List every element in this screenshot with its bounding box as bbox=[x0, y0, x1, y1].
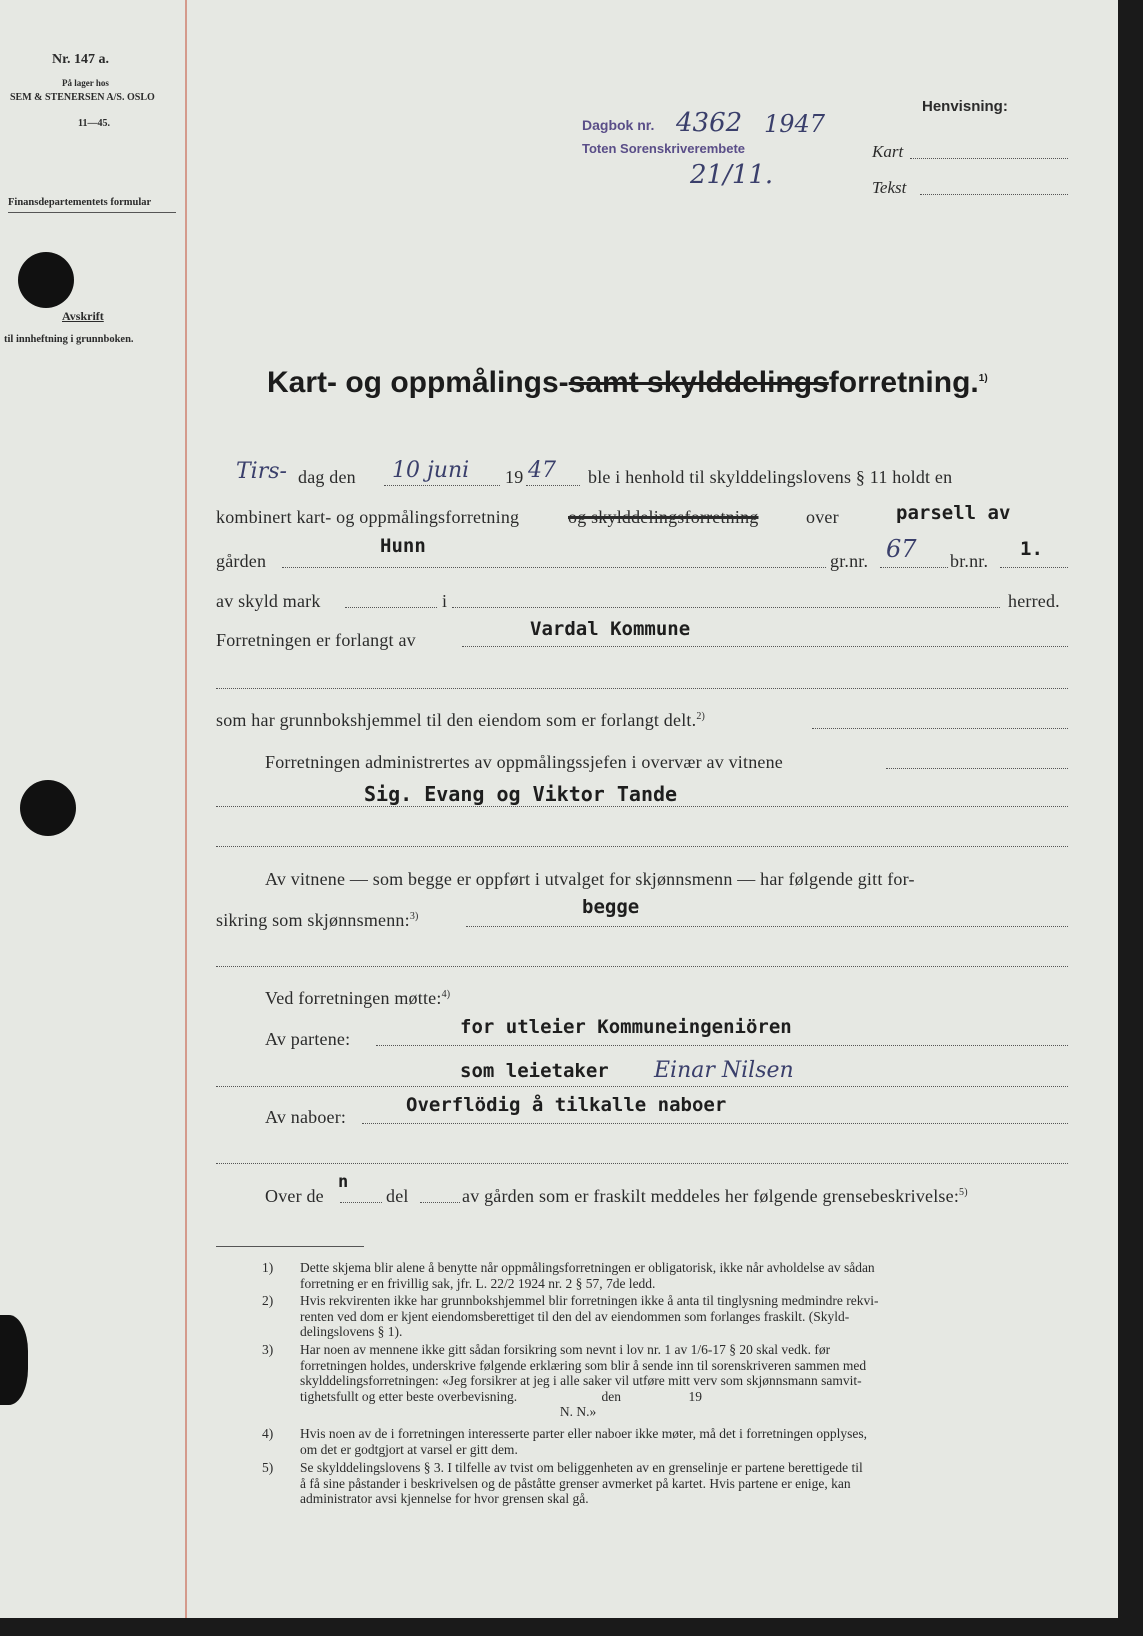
title-deed-label: som har grunnbokshjemmel til den eiendom som er forlangt delt. bbox=[216, 710, 697, 730]
footnote-line: N. N.» bbox=[300, 1404, 597, 1419]
form-type: Finansdepartementets formular bbox=[8, 197, 152, 208]
publisher-line: På lager hos bbox=[62, 78, 109, 88]
district-field bbox=[452, 607, 1000, 608]
footnote-line: Dette skjema blir alene å benytte når oppmålingsforretningen er obligatorisk, ikke når avholdelse av sådan bbox=[300, 1260, 875, 1275]
journal-date: 21/11. bbox=[690, 160, 774, 190]
punch-hole-icon bbox=[20, 780, 76, 836]
boundary-label: av gården som er fraskilt meddeles her følgende grensebeskrivelse: bbox=[462, 1186, 960, 1206]
year-prefix: 19 bbox=[505, 467, 524, 487]
text-field bbox=[920, 194, 1068, 195]
footnote bbox=[262, 1460, 1070, 1507]
over-label: over bbox=[806, 507, 839, 527]
journal-label: Dagbok nr. bbox=[582, 117, 655, 133]
requested-field bbox=[462, 646, 1068, 647]
footnote-number: 2) bbox=[262, 1293, 274, 1308]
footnote-number: 1) bbox=[262, 1260, 274, 1275]
neighbours-value: Overflödig å tilkalle naboer bbox=[406, 1094, 727, 1116]
boundary-note: 5) bbox=[959, 1187, 968, 1198]
day-label: dag den bbox=[298, 467, 356, 487]
attendance-text bbox=[265, 988, 450, 1009]
district-label: herred. bbox=[1008, 591, 1060, 611]
parties-line: for utleier Kommuneingeniören bbox=[460, 1016, 792, 1038]
part-label: del bbox=[386, 1186, 409, 1206]
punch-hole-icon bbox=[18, 252, 74, 308]
title-part: Kart- og oppmålings- bbox=[267, 366, 569, 399]
oath-text bbox=[216, 910, 419, 931]
title-deed-text bbox=[216, 710, 705, 731]
bnr-label: br.nr. bbox=[950, 551, 989, 571]
footnote-line: skylddelingsforretningen: «Jeg forsikrer at jeg i alle saker vil utføre mitt verv som skjønnsmann samvit- bbox=[300, 1373, 862, 1388]
footnote-line: renten ved dom er kjent eiendomsberettiget til den del av eiendommen som forlanges fraskilt. (Skyld- bbox=[300, 1308, 850, 1324]
form-number: Nr. 147 a. bbox=[52, 52, 110, 67]
year-field bbox=[526, 485, 580, 486]
parcel-value: parsell av bbox=[896, 502, 1011, 524]
title-note: 1) bbox=[978, 373, 988, 384]
text-label: Tekst bbox=[872, 178, 907, 197]
blank-line bbox=[216, 846, 1068, 847]
oath-label: sikring som skjønnsmenn: bbox=[216, 910, 410, 930]
neighbours-label: Av naboer: bbox=[265, 1107, 347, 1127]
journal-number: 4362 bbox=[676, 108, 743, 138]
form-type-rule bbox=[8, 212, 176, 213]
gnr-field bbox=[880, 567, 948, 568]
title-deed-note: 2) bbox=[696, 711, 706, 722]
parties-label: Av partene: bbox=[265, 1029, 351, 1049]
witness-field bbox=[216, 806, 1068, 807]
over-de-label: Over de bbox=[265, 1186, 324, 1206]
punch-hole-icon bbox=[0, 1315, 28, 1405]
document-title bbox=[267, 366, 988, 400]
bnr-value: 1. bbox=[1020, 538, 1043, 560]
requested-label: Forretningen er forlangt av bbox=[216, 630, 416, 650]
parties-handwritten: Einar Nilsen bbox=[654, 1058, 794, 1083]
witness-oath-text: Av vitnene — som begge er oppført i utvalget for skjønnsmenn — har følgende gitt for- bbox=[265, 869, 915, 889]
reference-heading: Henvisning: bbox=[922, 98, 1008, 115]
boundary-text bbox=[462, 1186, 968, 1207]
combined-text: kombinert kart- og oppmålingsforretning bbox=[216, 507, 520, 527]
part-field bbox=[420, 1202, 460, 1203]
title-struck: samt skylddelings bbox=[568, 366, 829, 399]
map-field bbox=[910, 158, 1068, 159]
publisher-name: SEM & STENERSEN A/S. OSLO bbox=[10, 92, 155, 103]
footnote-number: 3) bbox=[262, 1342, 274, 1357]
administration-field bbox=[886, 768, 1068, 769]
footnote-line: forretningen holdes, underskrive følgende erklæring som blir å sende inn til sorenskriveren sammen med bbox=[300, 1357, 867, 1373]
gnr-value: 67 bbox=[886, 535, 917, 563]
footnote-line: Har noen av mennene ikke gitt sådan forsikring som nevnt i lov nr. 1 av 1/6-17 § 20 skal vedk. før bbox=[300, 1342, 831, 1357]
footnote-line: administrator avsi kjennelse for hvor grensen skal gå. bbox=[300, 1491, 589, 1506]
neighbours-field bbox=[362, 1123, 1068, 1124]
date-value: 10 juni bbox=[392, 458, 470, 483]
oath-note: 3) bbox=[409, 911, 419, 922]
year-value: 47 bbox=[528, 458, 556, 483]
footnote bbox=[262, 1342, 1070, 1420]
gnr-label: gr.nr. bbox=[830, 551, 869, 571]
copy-note: til innheftning i grunnboken. bbox=[4, 334, 134, 345]
footnote-line: å få sine påstander i beskrivelsen og de påståtte grenser avmerket på kartet. Hvis partene er enige, kan bbox=[300, 1475, 851, 1491]
copy-title: Avskrift bbox=[62, 309, 104, 323]
requested-by: Vardal Kommune bbox=[530, 618, 691, 640]
footnote-line: forretning er en frivillig sak, jfr. L. 22/2 1924 nr. 2 § 57, 7de ledd. bbox=[300, 1275, 656, 1291]
farm-field bbox=[282, 567, 826, 568]
over-de-suffix: n bbox=[338, 1172, 349, 1192]
legal-basis-text: ble i henhold til skylddelingslovens § 11 holdt en bbox=[588, 467, 953, 487]
journal-year: 1947 bbox=[764, 110, 826, 138]
court-name: Toten Sorenskriverembete bbox=[582, 141, 746, 156]
blank-line bbox=[216, 966, 1068, 967]
footnote-line: om det er godtgjort at varsel er gitt dem. bbox=[300, 1441, 518, 1457]
date-field bbox=[384, 485, 500, 486]
in-label: i bbox=[442, 591, 448, 611]
assessment-label: av skyld mark bbox=[216, 591, 321, 611]
footnote bbox=[262, 1293, 1070, 1340]
blank-line bbox=[216, 1163, 1068, 1164]
weekday-value: Tirs- bbox=[236, 459, 287, 484]
attendance-note: 4) bbox=[441, 989, 451, 1000]
footnote-rule bbox=[216, 1246, 364, 1247]
bnr-field bbox=[1000, 567, 1068, 568]
oath-value: begge bbox=[582, 896, 640, 918]
witness-names: Sig. Evang og Viktor Tande bbox=[364, 782, 678, 806]
parties-field bbox=[216, 1086, 1068, 1087]
footnote-line: Hvis rekvirenten ikke har grunnbokshjemmel blir forretningen ikke å anta til tinglysning medmindre rekvi- bbox=[300, 1293, 879, 1308]
footnote-line: Hvis noen av de i forretningen interesserte parter eller naboer ikke møter, må det i forretningen opplyses, bbox=[300, 1426, 868, 1441]
margin-rule bbox=[185, 0, 187, 1618]
title-deed-field bbox=[812, 728, 1068, 729]
footnote-line: delingslovens § 1). bbox=[300, 1324, 403, 1339]
footnote-number: 5) bbox=[262, 1460, 274, 1475]
footnote-line: tighetsfullt og etter beste overbevisning. den 19 bbox=[300, 1388, 702, 1404]
footnote bbox=[262, 1260, 1070, 1291]
parties-line: som leietaker bbox=[460, 1060, 609, 1082]
fraction-field bbox=[340, 1202, 382, 1203]
form-date: 11—45. bbox=[78, 118, 110, 129]
title-part: forretning. bbox=[828, 366, 979, 399]
oath-field bbox=[466, 926, 1068, 927]
footnote-number: 4) bbox=[262, 1426, 274, 1441]
attendance-label: Ved forretningen møtte: bbox=[265, 988, 442, 1008]
assessment-field bbox=[345, 607, 437, 608]
farm-label: gården bbox=[216, 551, 267, 571]
blank-line bbox=[216, 688, 1068, 689]
farm-name: Hunn bbox=[380, 535, 426, 557]
footnote-line: Se skylddelingslovens § 3. I tilfelle av tvist om beliggenheten av en grenselinje er partene berettigede til bbox=[300, 1460, 863, 1475]
map-label: Kart bbox=[872, 142, 904, 161]
footnote bbox=[262, 1426, 1070, 1457]
struck-text: og skylddelingsforretning bbox=[568, 507, 759, 527]
parties-field bbox=[376, 1045, 1068, 1046]
administration-text: Forretningen administrertes av oppmålingssjefen i overvær av vitnene bbox=[265, 752, 783, 772]
